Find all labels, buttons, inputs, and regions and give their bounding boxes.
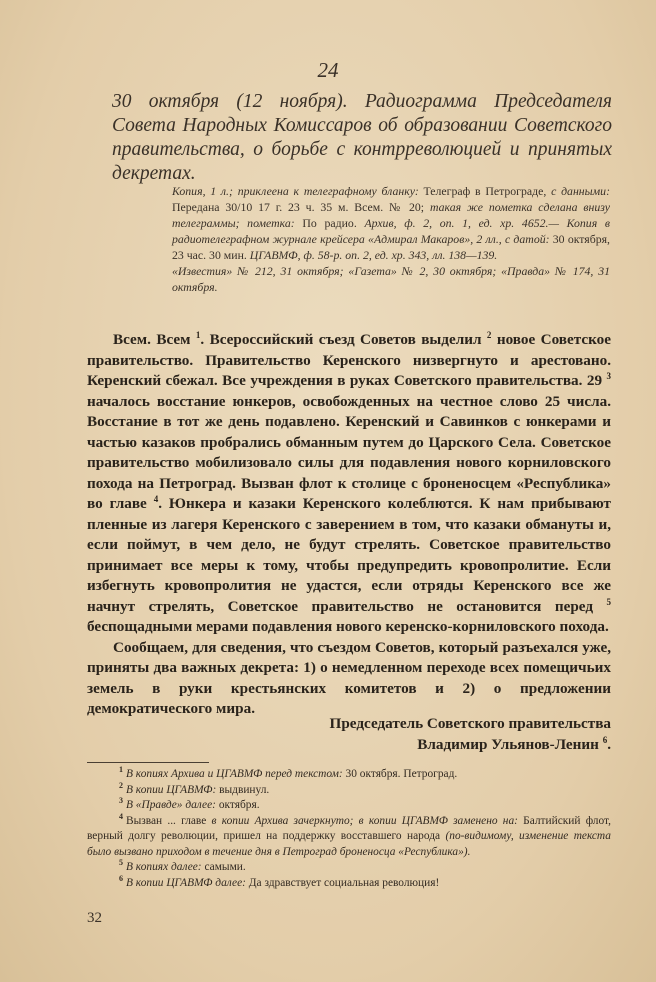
source-note — [172, 183, 610, 295]
footnote: $^3$ В «Правде» далее: октября. — [119, 796, 260, 811]
signature-title: Председатель Советского правительства — [329, 715, 611, 732]
footnotes — [87, 767, 611, 891]
document-title: 30 октября (12 ноября). Радиограмма Председателя Совета Народных Комиссаров об образовании Советского правительства, о борьбе с контрреволюцией и принятых декретах. — [112, 91, 612, 184]
footnote: $^5$ В копиях далее: самыми. — [119, 858, 246, 873]
page-number: 32 — [87, 910, 102, 926]
signature — [330, 714, 611, 755]
radiogram-text — [87, 330, 611, 720]
footnote: $^1$ В копиях Архива и ЦГАВМФ перед текстом: 30 октября. Петроград. — [119, 765, 458, 780]
source-archive-paragraph: Копия, 1 л.; приклеена к телеграфному бланку: Телеграф в Петрограде, с данными: Передана 30/10 17 г. 23 ч. 35 м. Всем. № 20; такая же пометка сделана внизу телеграммы; пометка: По радио. Архив, ф. 2, оп. 1, ед. хр. 4652.— Копия в радиотелеграфном журнале крейсера «Адмирал Макаров», 2 лл., с датой: 30 октября, 23 час. 30 мин. ЦГАВМФ, ф. 58-р. оп. 2, ед. хр. 343, лл. 138—139. — [172, 184, 610, 262]
footnote-divider — [87, 762, 209, 763]
footnote: $^2$ В копии ЦГАВМФ: выдвинул. — [119, 780, 270, 796]
body-paragraph-2: Сообщаем, для сведения, что съездом Советов, который разъехался уже, приняты два важных декрета: 1) о немедленном переходе всех помещичьих земель в руки крестьянских комитетов и 2) о предложении демократического мира. — [87, 638, 611, 717]
footnote: $^6$ В копии ЦГАВМФ далее: Да здравствует социальная революция! — [119, 873, 440, 889]
footnote: $^4$ Вызван ... главе в копии Архива зачеркнуто; в копии ЦГАВМФ заменено на: Балтийский флот, верный долгу революции, пришел на поддержку восставшего народа (по-видимому, изменение текста было вызвано приходом в течение дня в Петроград броненосца «Республика»). — [87, 811, 612, 858]
source-publication-paragraph: «Известия» № 212, 31 октября; «Газета» № 2, 30 октября; «Правда» № 174, 31 октября. — [172, 264, 610, 294]
signature-name: Владимир Ульянов-Ленин $^6$. — [417, 734, 611, 753]
body-paragraph-1: Всем. Всем $^1$. Всероссийский съезд Советов выделил $^2$ новое Советское правительство. Правительство Керенского низвергнуто и арестовано. Керенский сбежал. Все учреждения в руках Советского правительства. 29 $^3$ началось восстание юнкеров, освобожденных на честное слово 25 числа. Восстание в тот же день подавлено. Керенский и Савинков с юнкерами и частью казаков пробрались обманным путем до Царского Села. Советское правительство мобилизовало силы для подавления нового корниловского похода на Петроград. Вызван флот к столице с броненосцем «Республика» во главе $^4$. Юнкера и казаки Керенского колеблются. К нам прибывают пленные из лагеря Керенского с заверением в том, что казаки обмануты и, если поймут, в чем дело, не будут стрелять. Советское правительство принимает все меры к тому, чтобы предупредить кровопролитие. Если избегнуть кровопролития не удастся, если отряды Керенского все же начнут стрелять, Советское правительство не остановится перед $^5$ беспощадными мерами подавления нового керенско-корниловского похода. — [87, 329, 612, 635]
document-number: 24 — [317, 58, 339, 82]
